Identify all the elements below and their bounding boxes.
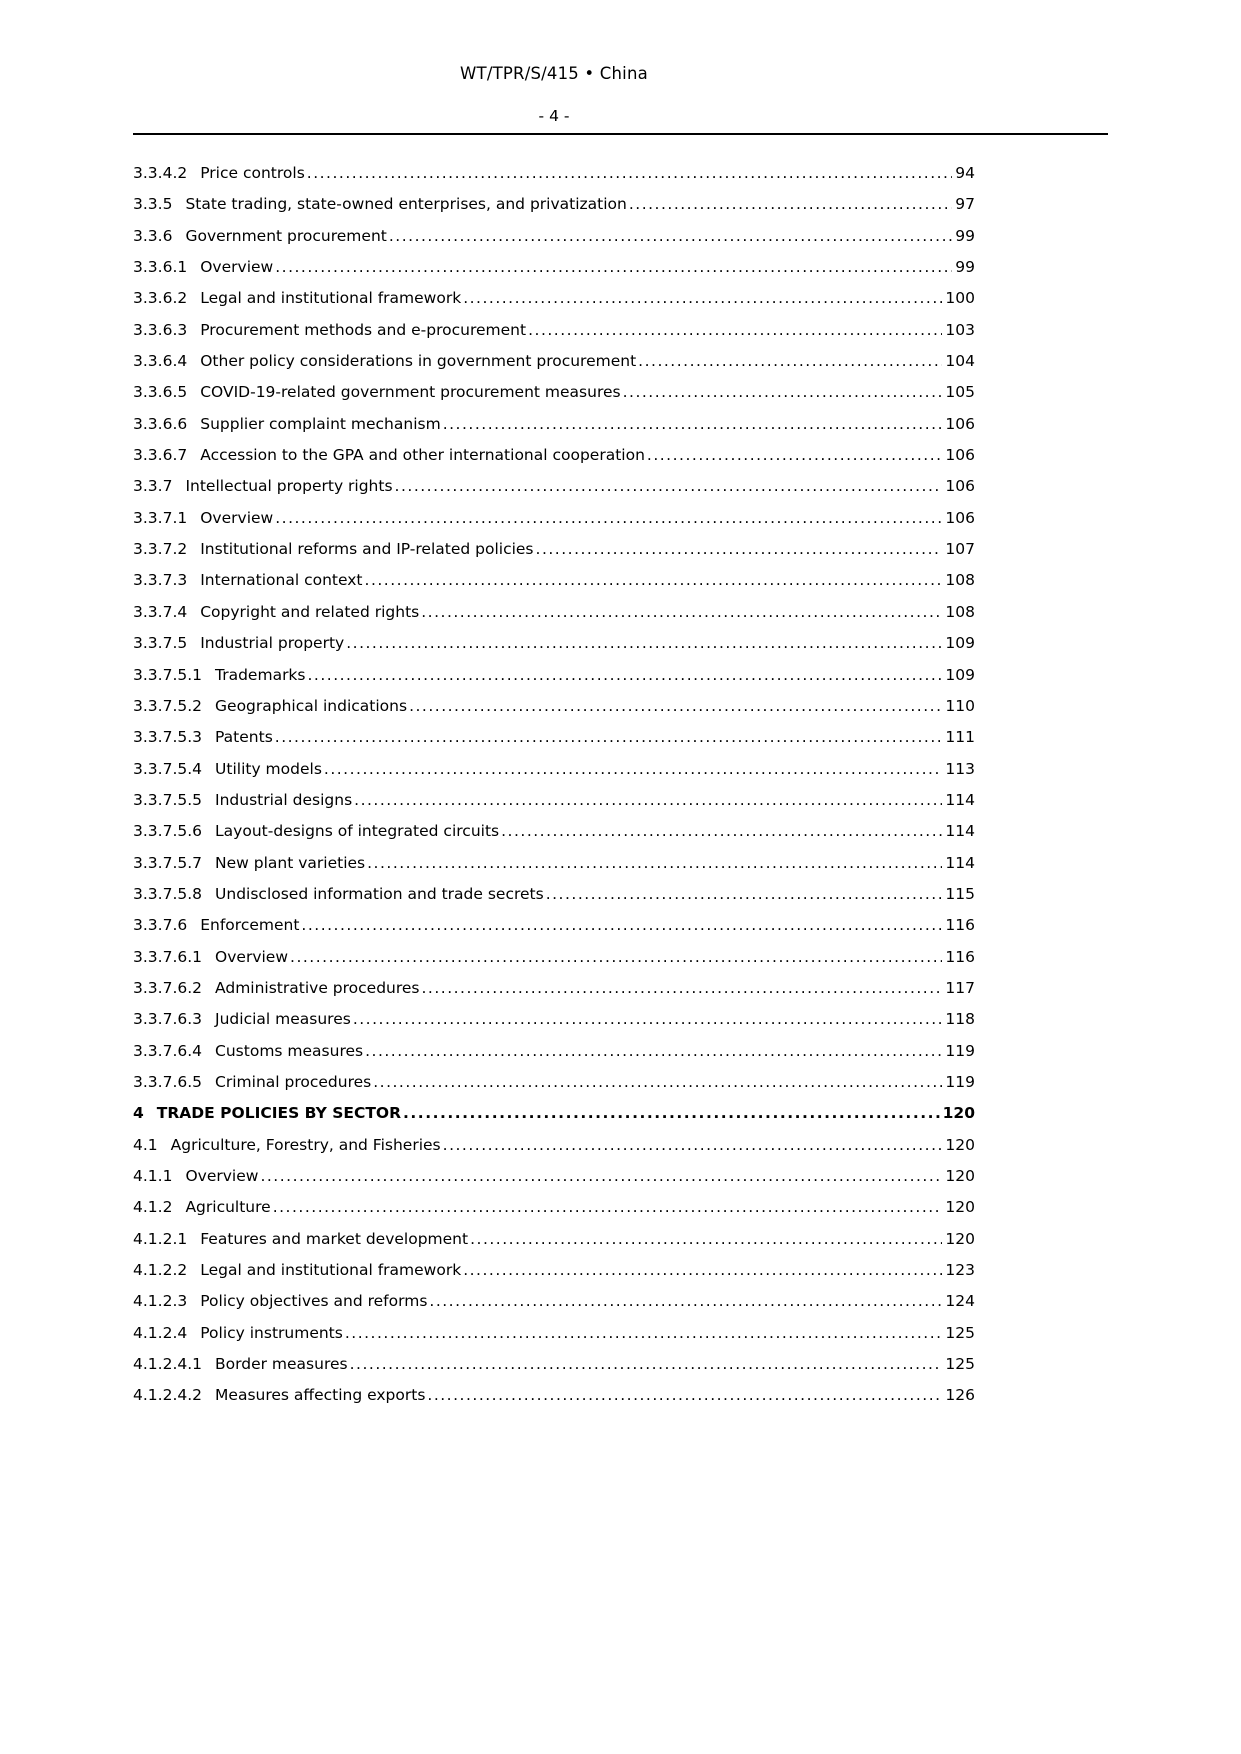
toc-entry-title: Layout-designs of integrated circuits <box>215 822 500 841</box>
toc-dot-leader <box>307 158 952 189</box>
toc-dot-leader <box>463 1255 942 1286</box>
toc-entry[interactable] <box>133 910 975 941</box>
toc-entry-number: 3.3.7.5.6 <box>133 822 203 841</box>
toc-entry-title: Trademarks <box>215 665 306 684</box>
toc-entry-page: 125 <box>945 1323 975 1342</box>
toc-entry-page: 124 <box>945 1292 975 1311</box>
toc-entry-title: TRADE POLICIES BY SECTOR <box>156 1104 402 1123</box>
toc-entry-number: 3.3.7.6.5 <box>133 1072 203 1091</box>
toc-entry-title: Utility models <box>215 759 322 778</box>
toc-entry[interactable] <box>133 879 975 910</box>
toc-entry-page: 114 <box>945 822 975 841</box>
toc-entry[interactable] <box>133 1224 975 1255</box>
document-header-title: WT/TPR/S/415 • China <box>460 64 648 83</box>
toc-entry-title: Features and market development <box>200 1229 469 1248</box>
toc-entry[interactable] <box>133 1067 975 1098</box>
toc-entry-page: 99 <box>955 226 975 245</box>
toc-dot-leader <box>528 315 942 346</box>
toc-entry-title: Geographical indications <box>215 696 408 715</box>
toc-entry-title: Industrial property <box>200 634 345 653</box>
toc-entry[interactable] <box>133 346 975 377</box>
toc-entry-title: Procurement methods and e-procurement <box>200 320 527 339</box>
toc-entry-title: Policy objectives and reforms <box>200 1292 428 1311</box>
toc-dot-leader <box>365 1036 942 1067</box>
toc-entry[interactable] <box>133 565 975 596</box>
toc-entry-title: Judicial measures <box>215 1010 351 1029</box>
toc-entry-number: 3.3.7.5.2 <box>133 696 203 715</box>
toc-entry-title: Other policy considerations in government procurement <box>200 352 637 371</box>
toc-entry-page: 119 <box>945 1041 975 1060</box>
toc-entry-number: 4.1.2.4.2 <box>133 1386 203 1405</box>
toc-dot-leader <box>422 973 943 1004</box>
toc-entry[interactable] <box>133 1098 975 1129</box>
toc-entry-number: 3.3.7.5.5 <box>133 790 203 809</box>
toc-entry-page: 108 <box>945 602 975 621</box>
toc-dot-leader <box>290 942 942 973</box>
toc-entry-title: Policy instruments <box>200 1323 343 1342</box>
toc-dot-leader <box>546 879 943 910</box>
toc-entry-page: 116 <box>945 916 975 935</box>
toc-entry[interactable] <box>133 816 975 847</box>
toc-entry-page: 105 <box>945 383 975 402</box>
toc-entry-title: Enforcement <box>200 916 300 935</box>
toc-entry-title: Agriculture, Forestry, and Fisheries <box>170 1135 441 1154</box>
toc-entry-number: 4.1.2.4.1 <box>133 1355 203 1374</box>
toc-entry-number: 3.3.7.6.1 <box>133 947 203 966</box>
toc-entry-page: 114 <box>945 853 975 872</box>
toc-entry[interactable] <box>133 158 975 189</box>
toc-entry-title: Measures affecting exports <box>215 1386 426 1405</box>
toc-entry-title: Legal and institutional framework <box>200 1261 462 1280</box>
toc-entry[interactable] <box>133 942 975 973</box>
toc-entry-title: Government procurement <box>185 226 387 245</box>
toc-entry-number: 3.3.7.6.3 <box>133 1010 203 1029</box>
toc-entry[interactable] <box>133 1380 975 1411</box>
toc-entry-title: Criminal procedures <box>215 1072 372 1091</box>
toc-dot-leader <box>365 565 943 596</box>
toc-entry-number: 4.1 <box>133 1135 158 1154</box>
toc-entry-page: 106 <box>945 477 975 496</box>
toc-dot-leader <box>421 597 942 628</box>
toc-entry[interactable] <box>133 1036 975 1067</box>
toc-dot-leader <box>367 848 942 879</box>
toc-entry[interactable] <box>133 409 975 440</box>
toc-entry-number: 3.3.7 <box>133 477 173 496</box>
toc-entry[interactable] <box>133 221 975 252</box>
toc-entry-number: 3.3.6.4 <box>133 352 188 371</box>
toc-entry[interactable] <box>133 1130 975 1161</box>
toc-dot-leader <box>638 346 942 377</box>
toc-entry-title: COVID-19-related government procurement measures <box>200 383 621 402</box>
toc-dot-leader <box>443 409 943 440</box>
toc-entry-title: Overview <box>200 258 274 277</box>
toc-entry[interactable] <box>133 785 975 816</box>
toc-dot-leader <box>629 189 952 220</box>
toc-dot-leader <box>260 1161 942 1192</box>
toc-entry-number: 3.3.6.1 <box>133 258 188 277</box>
toc-entry-page: 120 <box>945 1229 975 1248</box>
toc-entry-page: 115 <box>945 884 975 903</box>
toc-entry[interactable] <box>133 660 975 691</box>
toc-entry-page: 119 <box>945 1072 975 1091</box>
toc-dot-leader <box>463 283 942 314</box>
header-rule <box>133 133 1108 135</box>
toc-entry-number: 3.3.7.6.4 <box>133 1041 203 1060</box>
toc-entry-page: 106 <box>945 446 975 465</box>
toc-entry[interactable] <box>133 754 975 785</box>
toc-entry-number: 3.3.4.2 <box>133 164 188 182</box>
toc-entry-page: 103 <box>945 320 975 339</box>
toc-entry-page: 111 <box>945 728 975 747</box>
toc-entry-page: 108 <box>945 571 975 590</box>
toc-entry[interactable] <box>133 315 975 346</box>
toc-dot-leader <box>324 754 943 785</box>
toc-entry[interactable] <box>133 722 975 753</box>
toc-entry-page: 110 <box>945 696 975 715</box>
toc-entry[interactable] <box>133 252 975 283</box>
toc-entry-number: 4.1.2.2 <box>133 1261 188 1280</box>
toc-entry-number: 4 <box>133 1104 144 1123</box>
toc-entry[interactable] <box>133 597 975 628</box>
toc-entry-page: 100 <box>945 289 975 308</box>
toc-dot-leader <box>354 785 942 816</box>
toc-entry-number: 3.3.7.5 <box>133 634 188 653</box>
toc-entry-title: Price controls <box>200 164 305 182</box>
toc-entry-number: 3.3.7.5.4 <box>133 759 203 778</box>
toc-dot-leader <box>403 1098 940 1129</box>
toc-entry-number: 4.1.1 <box>133 1167 173 1185</box>
toc-entry-title: International context <box>200 571 363 590</box>
toc-entry[interactable] <box>133 1318 975 1349</box>
toc-dot-leader <box>275 503 942 534</box>
toc-dot-leader <box>353 1004 943 1035</box>
toc-entry-number: 3.3.7.1 <box>133 508 188 527</box>
toc-entry-page: 99 <box>955 258 975 277</box>
toc-dot-leader <box>647 440 943 471</box>
toc-entry-number: 3.3.7.4 <box>133 602 188 621</box>
toc-entry-number: 3.3.6 <box>133 226 173 245</box>
toc-entry-number: 3.3.6.3 <box>133 320 188 339</box>
toc-dot-leader <box>443 1130 943 1161</box>
toc-entry-title: Intellectual property rights <box>185 477 393 496</box>
toc-entry-page: 120 <box>945 1135 975 1154</box>
toc-entry[interactable] <box>133 848 975 879</box>
toc-entry-title: Supplier complaint mechanism <box>200 414 441 433</box>
toc-entry-title: Border measures <box>215 1355 348 1374</box>
toc-entry-title: Customs measures <box>215 1041 364 1060</box>
toc-entry[interactable] <box>133 283 975 314</box>
toc-dot-leader <box>395 471 943 502</box>
toc-entry-page: 120 <box>945 1198 975 1217</box>
toc-entry-page: 104 <box>945 352 975 371</box>
toc-dot-leader <box>273 1192 943 1223</box>
toc-entry[interactable] <box>133 534 975 565</box>
toc-entry[interactable] <box>133 189 975 220</box>
toc-entry[interactable] <box>133 1161 975 1192</box>
toc-entry-page: 120 <box>945 1167 975 1185</box>
toc-entry[interactable] <box>133 1255 975 1286</box>
toc-entry-page: 97 <box>955 195 975 214</box>
toc-entry-page: 113 <box>945 759 975 778</box>
toc-entry-page: 114 <box>945 790 975 809</box>
toc-dot-leader <box>427 1380 942 1411</box>
toc-entry-number: 4.1.2.3 <box>133 1292 188 1311</box>
toc-dot-leader <box>501 816 942 847</box>
toc-entry-number: 3.3.7.5.1 <box>133 665 203 684</box>
toc-entry-number: 3.3.7.5.8 <box>133 884 203 903</box>
toc-entry-number: 3.3.6.6 <box>133 414 188 433</box>
toc-entry-page: 123 <box>945 1261 975 1280</box>
toc-entry[interactable] <box>133 440 975 471</box>
toc-entry-title: Patents <box>215 728 273 747</box>
toc-entry-title: Overview <box>185 1167 259 1185</box>
toc-entry-page: 120 <box>942 1104 975 1123</box>
toc-entry-number: 3.3.7.5.3 <box>133 728 203 747</box>
toc-entry-page: 107 <box>945 540 975 559</box>
toc-entry[interactable] <box>133 691 975 722</box>
toc-entry-title: New plant varieties <box>215 853 366 872</box>
toc-entry-number: 3.3.5 <box>133 195 173 214</box>
toc-dot-leader <box>350 1349 943 1380</box>
toc-entry-page: 109 <box>945 634 975 653</box>
toc-entry-title: Undisclosed information and trade secrets <box>215 884 544 903</box>
toc-entry-number: 4.1.2.4 <box>133 1323 188 1342</box>
toc-entry-page: 116 <box>945 947 975 966</box>
toc-dot-leader <box>470 1224 942 1255</box>
toc-dot-leader <box>536 534 943 565</box>
table-of-contents <box>133 158 975 1412</box>
toc-entry-title: Copyright and related rights <box>200 602 420 621</box>
toc-entry-page: 109 <box>945 665 975 684</box>
toc-dot-leader <box>346 628 942 659</box>
toc-entry-number: 3.3.6.5 <box>133 383 188 402</box>
toc-entry[interactable] <box>133 1286 975 1317</box>
toc-dot-leader <box>345 1318 943 1349</box>
toc-dot-leader <box>308 660 943 691</box>
toc-entry[interactable] <box>133 1349 975 1380</box>
toc-entry-number: 3.3.7.2 <box>133 540 188 559</box>
toc-entry-number: 3.3.7.6.2 <box>133 978 203 997</box>
toc-entry-title: Institutional reforms and IP-related policies <box>200 540 534 559</box>
toc-entry-number: 3.3.6.7 <box>133 446 188 465</box>
toc-dot-leader <box>275 722 943 753</box>
toc-entry-number: 3.3.6.2 <box>133 289 188 308</box>
toc-dot-leader <box>409 691 942 722</box>
toc-entry[interactable] <box>133 471 975 502</box>
toc-entry-number: 4.1.2 <box>133 1198 173 1217</box>
toc-dot-leader <box>373 1067 942 1098</box>
toc-dot-leader <box>429 1286 942 1317</box>
toc-dot-leader <box>389 221 952 252</box>
toc-entry-title: State trading, state-owned enterprises, and privatization <box>185 195 627 214</box>
toc-entry-page: 106 <box>945 508 975 527</box>
toc-entry-number: 3.3.7.3 <box>133 571 188 590</box>
toc-entry[interactable] <box>133 1004 975 1035</box>
toc-entry-number: 3.3.7.5.7 <box>133 853 203 872</box>
toc-entry[interactable] <box>133 377 975 408</box>
toc-entry-page: 106 <box>945 414 975 433</box>
toc-dot-leader <box>623 377 943 408</box>
toc-entry-title: Overview <box>215 947 289 966</box>
toc-entry-title: Industrial designs <box>215 790 353 809</box>
toc-entry-page: 125 <box>945 1355 975 1374</box>
toc-entry-page: 126 <box>945 1386 975 1405</box>
toc-dot-leader <box>275 252 952 283</box>
toc-entry-page: 118 <box>945 1010 975 1029</box>
toc-entry[interactable] <box>133 628 975 659</box>
toc-entry-title: Agriculture <box>185 1198 271 1217</box>
toc-entry[interactable] <box>133 973 975 1004</box>
toc-entry-number: 3.3.7.6 <box>133 916 188 935</box>
toc-entry-title: Administrative procedures <box>215 978 420 997</box>
toc-entry-page: 94 <box>955 164 975 182</box>
toc-entry-number: 4.1.2.1 <box>133 1229 188 1248</box>
page-number-label: - 4 - <box>538 107 570 125</box>
toc-entry-title: Legal and institutional framework <box>200 289 462 308</box>
toc-entry[interactable] <box>133 503 975 534</box>
toc-entry-page: 117 <box>945 978 975 997</box>
toc-dot-leader <box>301 910 942 941</box>
toc-entry[interactable] <box>133 1192 975 1223</box>
toc-entry-title: Overview <box>200 508 274 527</box>
toc-entry-title: Accession to the GPA and other international cooperation <box>200 446 645 465</box>
